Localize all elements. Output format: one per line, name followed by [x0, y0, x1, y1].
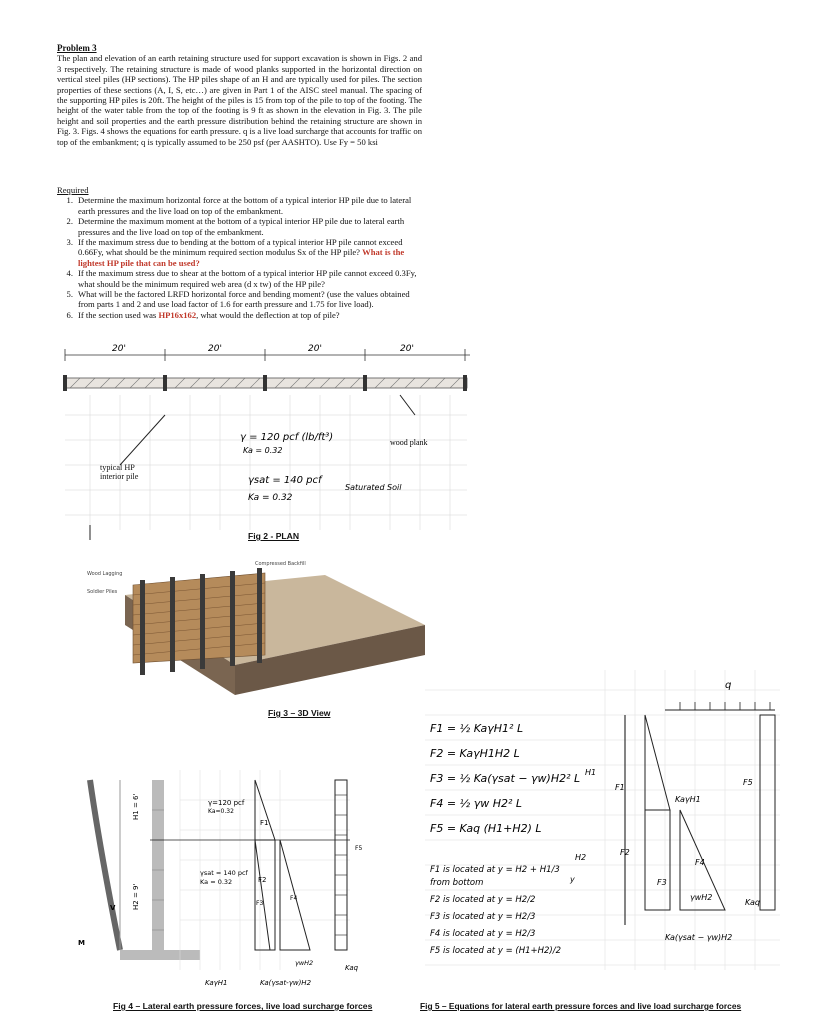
required-item-3 [57, 237, 427, 268]
fig5-kaq: Kaq [745, 898, 760, 907]
fig4-gamma1: γ=120 pcf [208, 799, 245, 807]
plan-wood-plank: wood plank [390, 438, 428, 447]
fig4-lateral-pressure [80, 770, 380, 1000]
required-item-text: Determine the maximum moment at the bottom of a typical interior HP pile due to lateral earth pressures and the live load on top of the embankment. [78, 216, 405, 237]
required-item-number: 5. [66, 289, 73, 300]
eq2: F2 = KaγH1H2 L [430, 747, 520, 760]
loc1b: from bottom [430, 878, 484, 888]
fig4-caption: Fig 4 – Lateral earth pressure forces, live load surcharge forces [113, 1001, 373, 1011]
typical-pile-label: typical HP interior pile [100, 463, 139, 481]
fig5-equations [425, 670, 785, 990]
fig5-grid [425, 670, 780, 970]
problem-body: The plan and elevation of an earth retaining structure used for support excavation is shown in Figs. 2 and 3 respectively. The retaining structure is made of wood planks supported in the horizontal direction on vertical steel piles (HP sections). The HP piles shape of an H and are typically used for piles. The section properties of these sections (A, I, S, etc…) are given in Part 1 of the AISC steel manual. The spacing of the supporting HP piles is 20ft. The height of the piles is 15 from top of the pile to top of the footing. The height of the water table from the top of the footing is 9 ft as shown in the elevation in Fig. 3. The pile height and soil properties and the earth pressure distribution behind the retaining structure are shown in Fig. 3. Figs. 4 shows the equations for earth pressure. q is a live load surcharge that accounts for traffic on top of the embankment; q is typically assumed to be 250 psf (per AASHTO). Use Fy = 50 ksi [57, 53, 422, 147]
loc4: F4 is located at y = H2/3 [430, 929, 536, 939]
eq1: F1 = ½ KaγH1² L [430, 722, 524, 735]
required-item-2 [57, 216, 427, 237]
fig5-kayh1: KaγH1 [675, 795, 701, 804]
fig4-f2: F2 [258, 876, 267, 884]
fig5-y: y [570, 875, 575, 884]
fig4-f5: F5 [355, 845, 363, 852]
plan-gamma1: γ = 120 pcf (lb/ft³) [240, 432, 334, 443]
required-item-number: 4. [66, 268, 73, 279]
required-title: Required [57, 185, 89, 195]
fig5-rect-f5 [760, 715, 775, 910]
fig4-f3: F3 [256, 900, 264, 907]
deflected-pile [90, 780, 120, 950]
rect-f2 [255, 840, 275, 950]
plan-ka2: Ka = 0.32 [248, 493, 293, 503]
required-item-text: If the maximum stress due to shear at the bottom of a typical interior HP pile cannot exceed 0.3Fy, what should be the minimum required web area (d x tw) of the HP pile? [78, 268, 417, 289]
required-item-text: If the section used was [78, 309, 157, 320]
fig5-h1: H1 [585, 768, 597, 777]
spacing-label-3: 20' [308, 344, 322, 354]
required-item-5 [57, 289, 427, 310]
spacing-label-2: 20' [208, 344, 222, 354]
fig4-ywh2: γwH2 [295, 959, 314, 967]
loc2: F2 is located at y = H2/2 [430, 895, 536, 905]
required-item-text: What will be the factored LRFD horizontal force and bending moment? (use the values obtained from parts 1 and 2 and use load factor of 1.6 for earth pressure and 1.75 for live load). [78, 289, 410, 310]
fig3-caption: Fig 3 – 3D View [268, 708, 331, 718]
eq3: F3 = ½ Ka(γsat − γw)H2² L [430, 772, 581, 785]
compressed-backfill-label: Compressed Backfill [255, 561, 306, 567]
required-item-tail: , what would the deflection at top of pile? [196, 309, 340, 320]
fig3-3d-view [85, 555, 445, 705]
wood-lagging-label: Wood Lagging [87, 571, 123, 577]
plan-saturated: Saturated Soil [345, 483, 402, 492]
fig5-triangle-f1 [645, 715, 670, 810]
required-item-text: If the maximum stress due to bending at the bottom of a typical interior HP pile cannot exceed 0.66Fy, what should be the minimum required section modulus Sx of the HP pile? [78, 237, 403, 258]
fig5-f1: F1 [615, 783, 625, 792]
spacing-label-4: 20' [400, 344, 414, 354]
fig4-v: V [110, 904, 116, 912]
wall-lagging [152, 780, 164, 950]
spacing-label-1: 20' [112, 344, 126, 354]
fig4-f1: F1 [260, 819, 269, 827]
fig4-ka1: Ka=0.32 [208, 808, 234, 815]
footing [120, 950, 200, 960]
fig4-ka-sat: Ka(γsat-γw)H2 [260, 979, 312, 987]
soldier-piles-label: Soldier Piles [87, 589, 118, 595]
required-item-number: 1. [66, 195, 73, 206]
problem-statement [57, 43, 422, 147]
fig5-f3: F3 [657, 878, 667, 887]
required-section [57, 185, 427, 320]
fig4-f4: F4 [290, 895, 298, 902]
fig5-f4: F4 [695, 858, 705, 867]
fig2-plan [60, 340, 480, 540]
wood-lagging-face [133, 573, 265, 663]
eq4: F4 = ½ γw H2² L [430, 797, 523, 810]
eq5: F5 = Kaq (H1+H2) L [430, 822, 542, 835]
fig4-m: M [78, 939, 85, 947]
fig4-kaq: Kaq [345, 964, 359, 972]
fig2-caption: Fig 2 - PLAN [248, 531, 300, 541]
problem-title: Problem 3 [57, 43, 97, 53]
required-item-text-wrap [78, 310, 427, 320]
required-item-6 [57, 310, 427, 320]
required-item-highlight: What is the lightest HP pile that can be used? [78, 247, 405, 268]
fig4-h1: H1 = 6' [132, 793, 140, 820]
fig5-f5: F5 [743, 778, 753, 787]
fig4-gamma-sat: γsat = 140 pcf [200, 869, 248, 877]
required-item-text-wrap [78, 237, 427, 268]
rect-f5 [335, 780, 347, 950]
fig4-ka2: Ka = 0.32 [200, 878, 233, 886]
fig5-h2: H2 [575, 853, 587, 862]
triangle-f1 [255, 780, 275, 840]
fig5-f2: F2 [620, 848, 630, 857]
required-item-1 [57, 195, 427, 216]
required-item-number: 6. [66, 309, 73, 320]
plan-ka1: Ka = 0.32 [243, 446, 283, 455]
required-item-number: 3. [66, 237, 73, 248]
fig5-ka-sat: Ka(γsat − γw)H2 [665, 933, 733, 942]
loc3: F3 is located at y = H2/3 [430, 912, 536, 922]
fig4-h2: H2 = 9' [132, 883, 140, 910]
fig4-kayh1: KaγH1 [205, 979, 228, 987]
plan-gamma2: γsat = 140 pcf [248, 475, 322, 486]
required-item-number: 2. [66, 216, 73, 227]
wood-plank-pointer [400, 395, 415, 415]
triangle-f3 [255, 840, 270, 950]
required-item-highlight: HP16x162 [158, 309, 197, 320]
required-item-4 [57, 268, 427, 289]
fig5-caption: Fig 5 – Equations for lateral earth pressure forces and live load surcharge forces [420, 1001, 742, 1011]
required-item-text: Determine the maximum horizontal force at the bottom of a typical interior HP pile due to lateral earth pressures and the live load on top of the embankment. [78, 195, 412, 216]
required-list [57, 195, 427, 320]
fig5-rect-f2 [645, 810, 670, 910]
loc1: F1 is located at y = H2 + H1/3 [430, 865, 560, 875]
fig5-q: q [725, 680, 732, 691]
fig5-ywh2: γwH2 [690, 893, 713, 902]
loc5: F5 is located at y = (H1+H2)/2 [430, 946, 562, 956]
